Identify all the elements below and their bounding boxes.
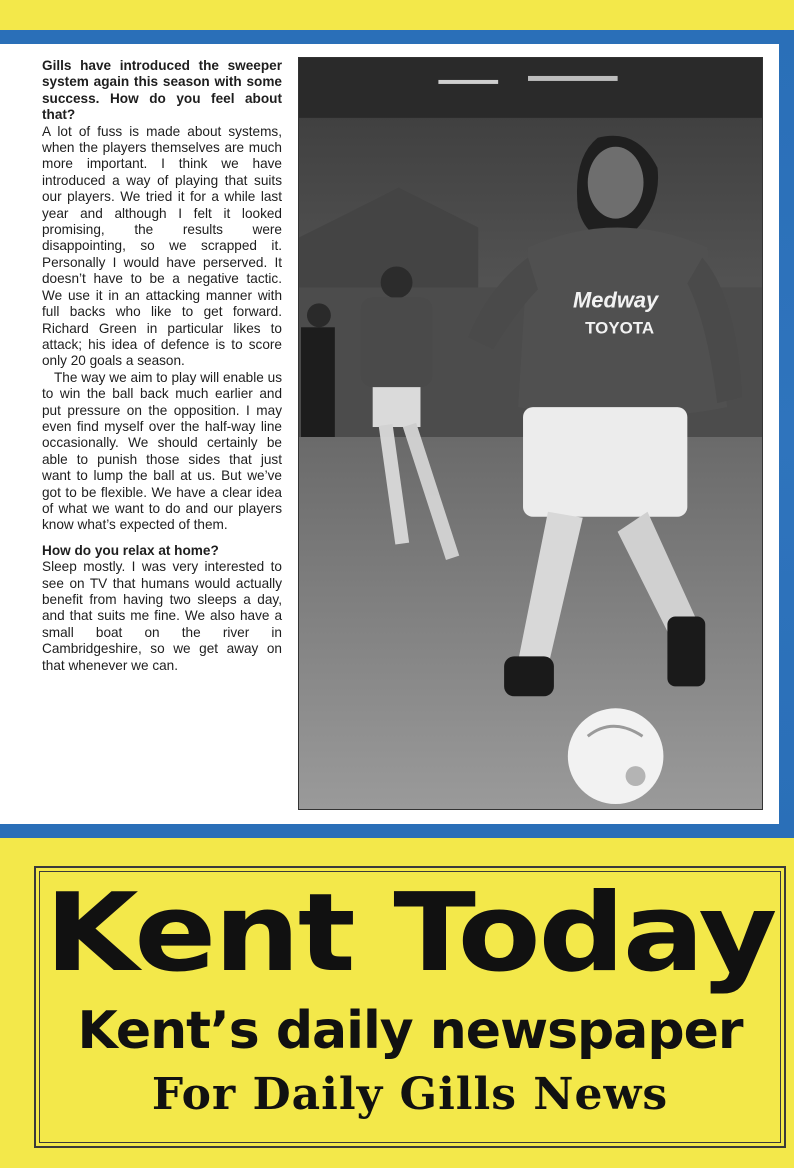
answer-paragraph: Sleep mostly. I was very interested to see on TV that humans would actually benefit from having two sleeps a day, and that suits me fine. We also have a small boat on the river in Cambridgeshire, so we get away on that whenever we can. xyxy=(42,559,282,673)
advert-title: Kent Today xyxy=(44,871,776,996)
article-text-column xyxy=(42,58,282,674)
interview-question-sweeper: Gills have introduced the sweeper system again this season with some success. How do you feel about that? xyxy=(42,58,282,123)
shirt-sponsor-medway: Medway xyxy=(573,287,659,313)
advert-subtitle: Kent’s daily newspaper xyxy=(77,1001,743,1061)
shirt-sponsor-toyota: TOYOTA xyxy=(585,318,655,338)
advert-tagline: For Daily Gills News xyxy=(151,1069,669,1120)
photo-illustration xyxy=(299,58,762,809)
answer-paragraph: A lot of fuss is made about systems, when the players themselves are much more important. I think we have introduced a way of playing that suits our players. We tried it for a while last year and although I felt it looked promising, the results were disappointing, so we scrapped it. Personally I would have perserved. It doesn’t have to be a negative tactic. We use it in an attacking manner with full backs who like to get forward. Richard Green in particular likes to attack; his idea of defence is to score only 20 goals a season. xyxy=(42,123,282,369)
article-panel xyxy=(0,44,779,824)
kent-today-advert xyxy=(34,866,786,1148)
football xyxy=(568,708,664,804)
answer-paragraph: The way we aim to play will enable us to win the ball back much earlier and put pressure on the opposition. I may even find myself over the half-way line occasionally. We should certainly be able to punish those sides that just want to lump the ball at us. But we’ve got to be flexible. We have a clear idea of what we want to do and our players know what’s expected of them. xyxy=(42,369,282,533)
interview-question-relax: How do you relax at home? xyxy=(42,542,219,558)
football-action-photo xyxy=(298,57,763,810)
advert-inner-border xyxy=(39,871,781,1143)
